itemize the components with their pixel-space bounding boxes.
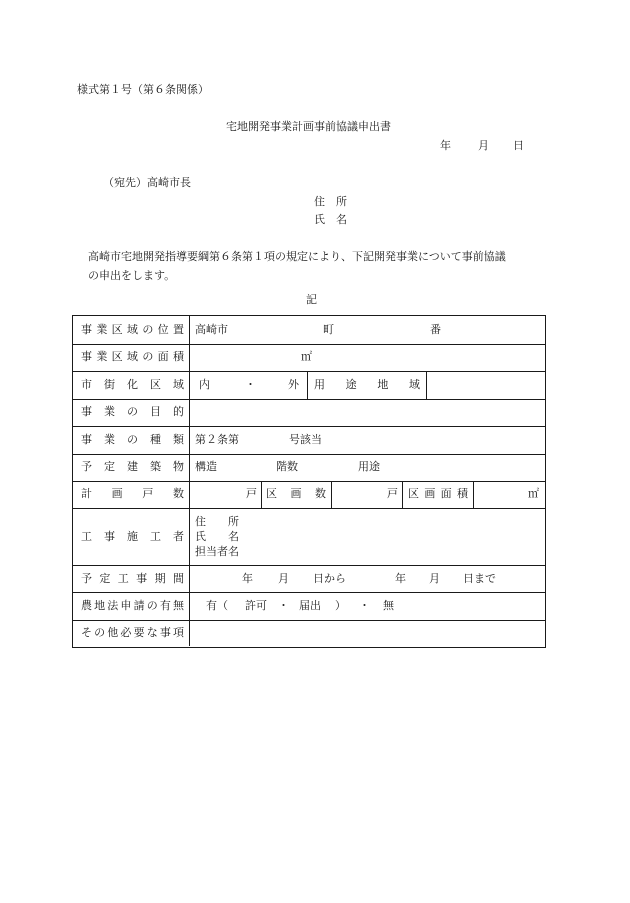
section-area-unit: ㎡: [528, 487, 539, 500]
form-number: 様式第１号（第６条関係）: [77, 83, 209, 96]
section-count-unit: 戸: [387, 487, 398, 500]
body-text-line2: の申出をします。: [88, 269, 176, 282]
application-form-table: [72, 315, 546, 648]
building-structure: 構造: [195, 460, 217, 473]
body-text-line1: 高崎市宅地開発指導要綱第６条第１項の規定により、下記開発事業について事前協議: [88, 250, 506, 263]
farmland-notify: 届出: [299, 599, 321, 612]
label-type: 事 業 の 種 類: [81, 433, 184, 446]
location-city: 高崎市: [195, 323, 228, 336]
location-town: 町: [323, 323, 334, 336]
section-count-label: 区 画 数: [266, 487, 326, 500]
type-prefix: 第２条第: [195, 433, 239, 446]
label-planned-building: 予 定 建 築 物: [81, 460, 184, 473]
type-suffix: 号該当: [289, 433, 322, 446]
units-unit: 戸: [246, 487, 257, 500]
label-construction-period: 予 定 工 事 期 間: [81, 572, 184, 585]
zone-outside: 外: [288, 378, 299, 391]
zone-dot: ・: [245, 378, 256, 391]
contractor-address: 住 所: [195, 515, 239, 528]
period-year-end: 年: [395, 572, 406, 585]
applicant-name-label: 氏 名: [314, 213, 347, 226]
farmland-dot1: ・: [278, 599, 289, 612]
applicant-address-label: 住 所: [314, 195, 347, 208]
section-area-label: 区 画 面 積: [408, 487, 468, 500]
label-planned-units: 計 画 戸 数: [81, 487, 184, 500]
label-other-matters: そ の 他 必 要 な 事 項: [81, 626, 184, 639]
label-purpose: 事 業 の 目 的: [81, 405, 184, 418]
use-district-label: 用 途 地 域: [314, 378, 420, 391]
label-area: 事 業 区 域 の 面 積: [81, 350, 184, 363]
period-month-start: 月: [278, 572, 289, 585]
addressee: （宛先）高崎市長: [103, 176, 191, 189]
farmland-no: 無: [383, 599, 394, 612]
date-year: 年: [440, 139, 451, 152]
building-use: 用途: [358, 460, 380, 473]
contractor-person: 担当者名: [195, 545, 239, 558]
contractor-name: 氏 名: [195, 530, 239, 543]
area-unit: ㎡: [301, 350, 312, 363]
document-title: 宅地開発事業計画事前協議申出書: [226, 120, 391, 133]
period-year-start: 年: [242, 572, 253, 585]
period-month-end: 月: [429, 572, 440, 585]
farmland-dot2: ・: [359, 599, 370, 612]
label-farmland-act: 農 地 法 申 請 の 有 無: [81, 599, 184, 612]
date-month: 月: [478, 139, 489, 152]
building-floors: 階数: [276, 460, 298, 473]
zone-inside: 内: [199, 378, 210, 391]
label-contractor: 工 事 施 工 者: [81, 530, 184, 543]
label-urbanization-zone: 市 街 化 区 域: [81, 378, 184, 391]
date-day: 日: [513, 139, 524, 152]
ki-heading: 記: [306, 293, 317, 306]
period-from: 日から: [313, 572, 346, 585]
location-ban: 番: [430, 323, 441, 336]
farmland-yes: 有（: [206, 599, 228, 612]
farmland-close: ）: [335, 599, 346, 612]
farmland-permit: 許可: [245, 599, 267, 612]
period-until: 日まで: [463, 572, 496, 585]
label-location: 事 業 区 域 の 位 置: [81, 323, 184, 336]
